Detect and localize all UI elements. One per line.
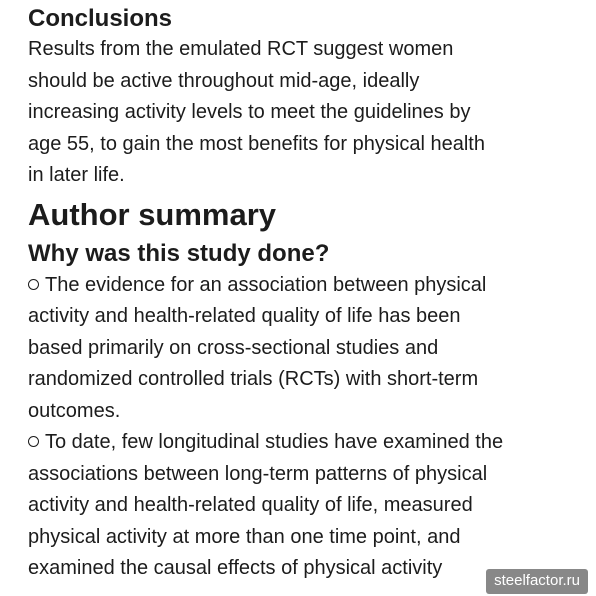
conclusions-line: in later life. xyxy=(28,164,125,186)
bullet-line: To date, few longitudinal studies have examined the xyxy=(45,431,504,453)
bullet-line: associations between long-term patterns of physical xyxy=(28,462,488,485)
conclusions-paragraph xyxy=(28,34,588,192)
conclusions-line: age 55, to gain the most benefits for physical health xyxy=(28,132,485,155)
conclusions-line: increasing activity levels to meet the guidelines by xyxy=(28,101,471,123)
bullet-line: The evidence for an association between physical xyxy=(45,273,487,296)
why-study-done-heading: Why was this study done? xyxy=(28,239,330,267)
conclusions-heading: Conclusions xyxy=(28,5,173,32)
bullet-line: outcomes. xyxy=(28,399,121,422)
conclusions-line: should be active throughout mid-age, ideally xyxy=(28,69,420,92)
circle-bullet-icon xyxy=(28,279,39,290)
bullet-line: examined the causal effects of physical activity xyxy=(28,557,443,579)
conclusions-line: Results from the emulated RCT suggest women xyxy=(28,38,454,60)
bullet-line: based primarily on cross-sectional studies and xyxy=(28,336,439,359)
bullet-item xyxy=(28,270,588,428)
bullet-line: activity and health-related quality of life has been xyxy=(28,305,461,327)
bullet-line: randomized controlled trials (RCTs) with short-term xyxy=(28,368,479,390)
author-summary-heading: Author summary xyxy=(28,196,277,232)
bullet-item xyxy=(28,427,588,585)
watermark-label: steelfactor.ru xyxy=(486,569,588,594)
article-content xyxy=(28,4,588,585)
circle-bullet-icon xyxy=(28,436,39,447)
bullet-line: activity and health-related quality of life, measured xyxy=(28,494,473,516)
bullet-line: physical activity at more than one time point, and xyxy=(28,525,461,548)
